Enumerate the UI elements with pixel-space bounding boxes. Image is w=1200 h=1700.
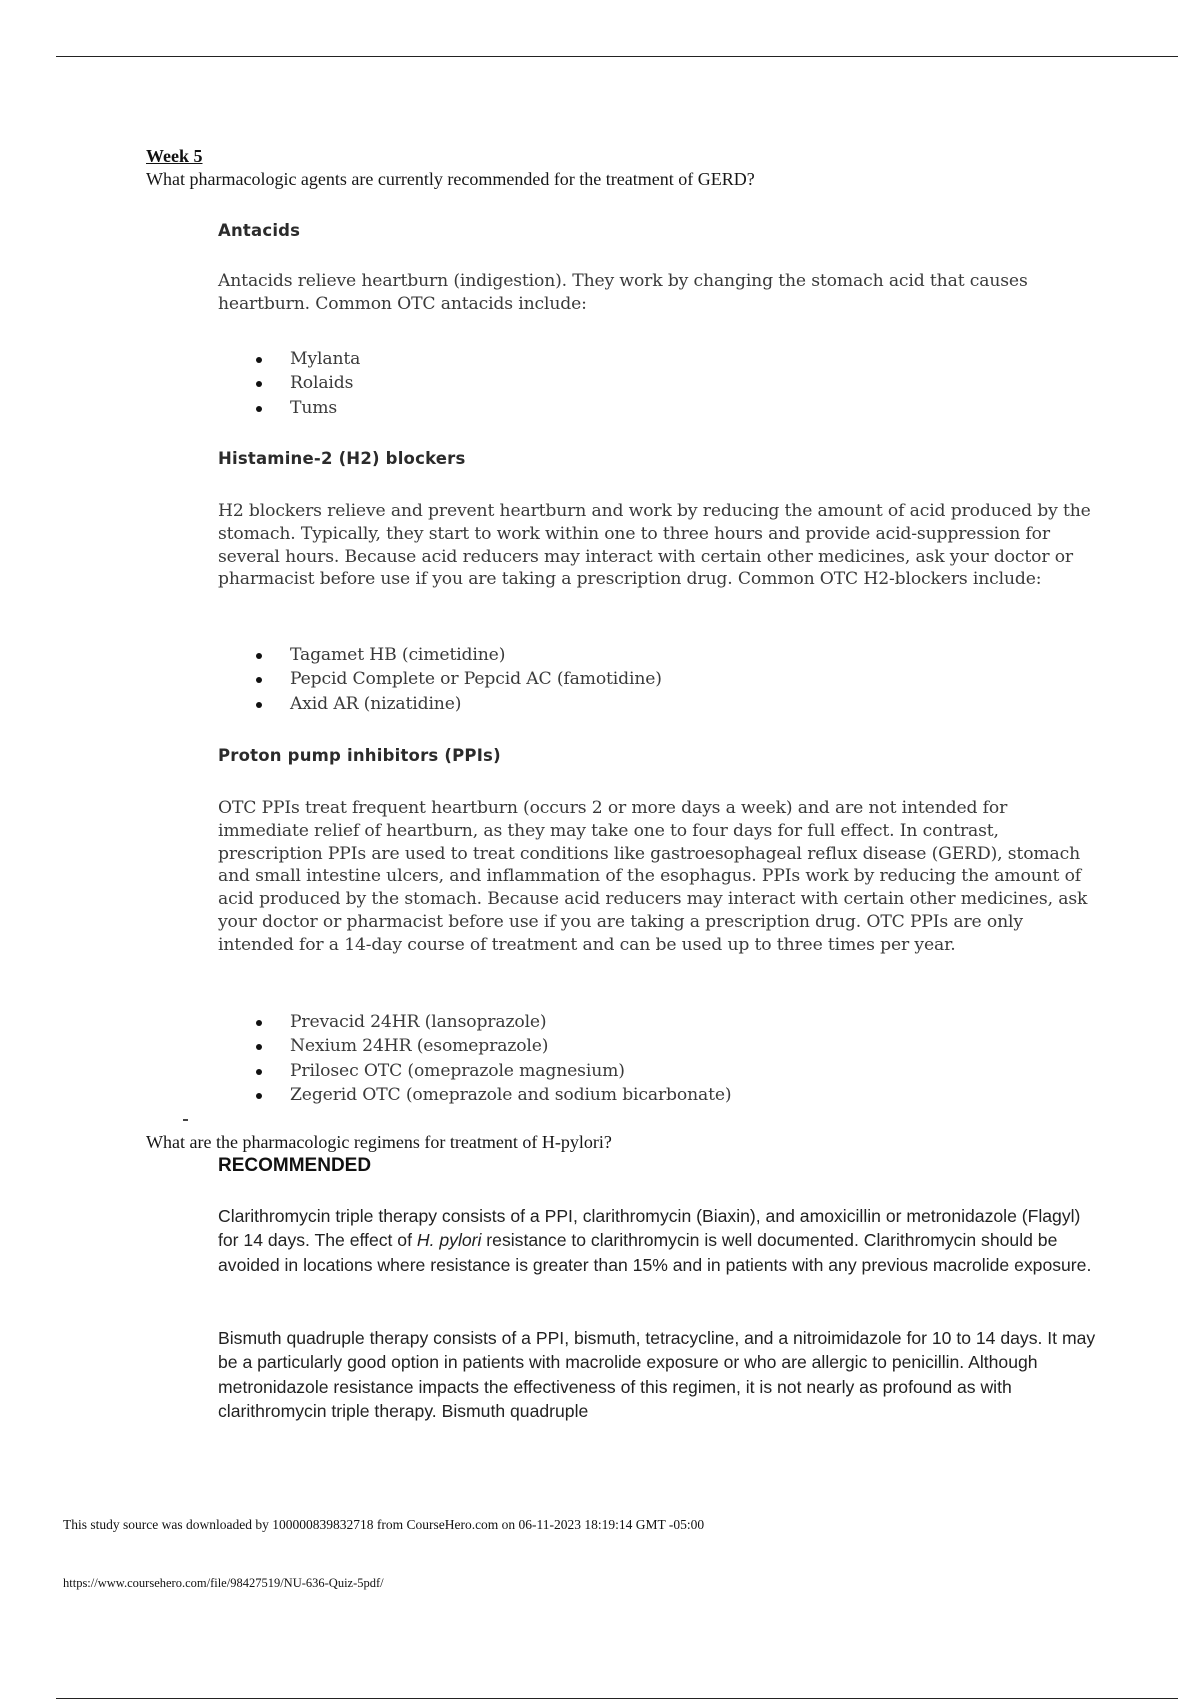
list-ppi — [218, 1010, 731, 1108]
bullet-icon — [256, 653, 262, 659]
heading-antacids: Antacids — [218, 221, 301, 240]
list-h2-blockers — [218, 643, 662, 716]
list-item-label: Prevacid 24HR (lansoprazole) — [290, 1012, 547, 1032]
list-item — [218, 1034, 731, 1058]
list-item-label: Axid AR (nizatidine) — [290, 693, 462, 714]
list-item-label: Pepcid Complete or Pepcid AC (famotidine) — [290, 669, 662, 690]
bullet-icon — [256, 357, 262, 363]
bullet-icon — [256, 381, 262, 387]
stray-dash-mark — [183, 1119, 188, 1121]
list-antacids — [218, 347, 360, 420]
heading-recommended: RECOMMENDED — [218, 1155, 372, 1176]
paragraph-antacids: Antacids relieve heartburn (indigestion). They work by changing the stomach acid that causes heartburn. Common OTC antacids include: — [218, 271, 1028, 314]
paragraph-ppi: OTC PPIs treat frequent heartburn (occurs 2 or more days a week) and are not intended for immediate relief of heartburn, as they may take one to four days for full effect. In contrast, prescription PPIs are used to treat conditions like gastroesophageal reflux disease (GERD), stomach and small intestine ulcers, and inflammation of the esophagus. PPIs work by reducing the amount of acid produced by the stomach. Because acid reducers may interact with certain other medicines, ask your doctor or pharmacist before use if you are taking a prescription drug. OTC PPIs are only intended for a 14-day course of treatment and can be used up to three times per year. — [218, 798, 1088, 955]
list-item-label: Mylanta — [290, 349, 361, 369]
bullet-icon — [256, 1020, 262, 1026]
list-item-label: Tums — [290, 397, 338, 418]
list-item — [218, 347, 360, 371]
list-item-label: Prilosec OTC (omeprazole magnesium) — [290, 1060, 625, 1081]
list-item — [218, 1059, 731, 1083]
list-item — [218, 667, 662, 691]
heading-ppi: Proton pump inhibitors (PPIs) — [218, 746, 501, 765]
bullet-icon — [256, 1044, 262, 1050]
list-item — [218, 643, 662, 667]
list-item — [218, 692, 662, 716]
list-item — [218, 1010, 731, 1034]
h-pylori-italic: H. pylori — [416, 1230, 482, 1251]
list-item-label: Rolaids — [290, 373, 354, 394]
list-item — [218, 396, 360, 420]
question-hpylori: What are the pharmacologic regimens for treatment of H-pylori? — [146, 1132, 612, 1152]
week-title: Week 5 — [146, 146, 203, 166]
bottom-rule — [56, 1698, 1178, 1699]
list-item-label: Zegerid OTC (omeprazole and sodium bicarbonate) — [290, 1085, 732, 1106]
bullet-icon — [256, 1069, 262, 1075]
heading-h2-blockers: Histamine-2 (H2) blockers — [218, 449, 466, 468]
list-item — [218, 1083, 731, 1107]
list-item-label: Nexium 24HR (esomeprazole) — [290, 1036, 549, 1057]
download-notice: This study source was downloaded by 100000839832718 from CourseHero.com on 06-11-2023 18:19:14 GMT -05:00 — [63, 1517, 705, 1532]
paragraph-clarithromycin-therapy — [218, 1204, 1098, 1277]
bullet-icon — [256, 702, 262, 708]
clarithromycin-text-end: resistance to clarithromycin is well documented. Clarithromycin should be avoided in locations where resistance is greater than 15% and in patients with any previous macrolide exposure. — [218, 1230, 1092, 1275]
top-rule — [56, 56, 1178, 57]
question-gerd: What pharmacologic agents are currently recommended for the treatment of GERD? — [146, 169, 755, 189]
list-item — [218, 371, 360, 395]
bullet-icon — [256, 1093, 262, 1099]
bullet-icon — [256, 406, 262, 412]
clarithromycin-text-start: Clarithromycin triple therapy consists of a PPI, clarithromycin (Biaxin), and amoxicillin or metronidazole (Flagyl) for 14 days. The effect of — [218, 1206, 1081, 1251]
list-item-label: Tagamet HB (cimetidine) — [290, 645, 506, 665]
paragraph-bismuth-therapy: Bismuth quadruple therapy consists of a PPI, bismuth, tetracycline, and a nitroimidazole for 10 to 14 days. It may be a particularly good option in patients with macrolide exposure or who are allergic to penicillin. Although metronidazole resistance impacts the effectiveness of this regimen, it is not nearly as profound as with clarithromycin triple therapy. Bismuth quadruple — [218, 1328, 1096, 1421]
paragraph-h2-blockers: H2 blockers relieve and prevent heartburn and work by reducing the amount of acid produced by the stomach. Typically, they start to work within one to three hours and provide acid-suppression for several hours. Because acid reducers may interact with certain other medicines, ask your doctor or pharmacist before use if you are taking a prescription drug. Common OTC H2-blockers include: — [218, 501, 1091, 590]
bullet-icon — [256, 677, 262, 683]
source-url[interactable]: https://www.coursehero.com/file/98427519/NU-636-Quiz-5pdf/ — [63, 1576, 384, 1590]
